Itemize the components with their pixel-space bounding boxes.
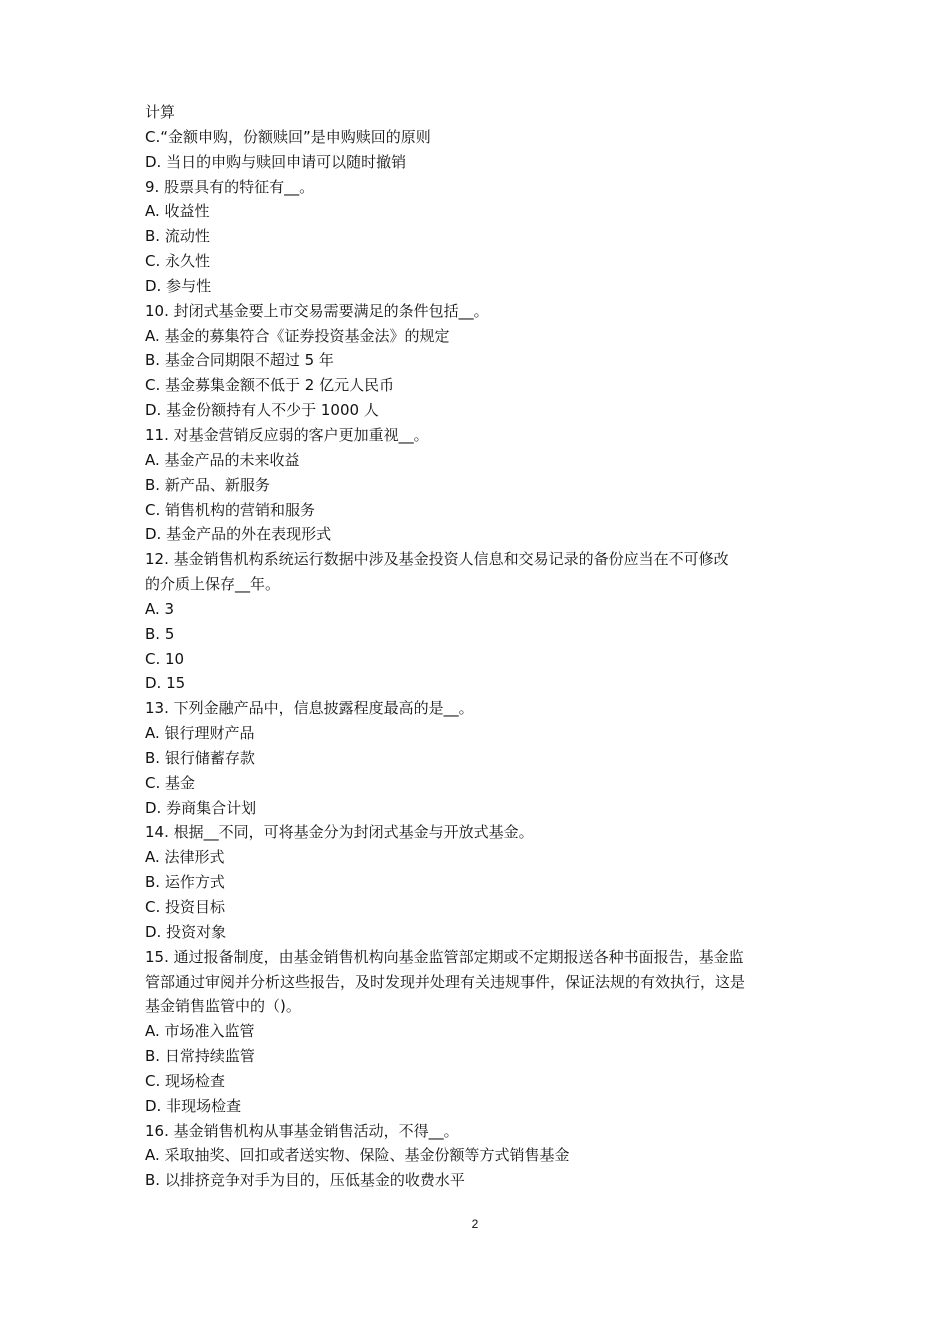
text-line: B. 日常持续监管 [145,1047,255,1066]
text-line: D. 券商集合计划 [145,798,257,817]
text-line: 的介质上保存__年。 [145,575,281,594]
page-content [145,100,825,1193]
text-line: D. 非现场检查 [145,1096,242,1115]
text-line: 管部通过审阅并分析这些报告，及时发现并处理有关违规事件，保证法规的有效执行，这是 [145,972,746,991]
text-line: 基金销售监管中的（)。 [145,997,301,1016]
text-line: C. 基金 [145,773,196,792]
text-line: 13. 下列金融产品中，信息披露程度最高的是__。 [145,699,474,718]
text-line: C. 投资目标 [145,898,226,916]
text-line: B. 基金合同期限不超过 5 年 [145,351,334,370]
text-line: D. 投资对象 [145,922,227,941]
text-line: 10. 封闭式基金要上市交易需要满足的条件包括__。 [145,301,489,320]
text-line: C. 现场检查 [145,1071,226,1090]
text-line: 9. 股票具有的特征有__。 [145,177,315,196]
text-line: A. 3 [145,599,175,618]
text-line: B. 新产品、新服务 [145,475,270,494]
text-line: C. 10 [145,649,185,668]
text-line: C.“金额申购，份额赎回”是申购赎回的原则 [145,127,431,146]
text-line: 11. 对基金营销反应弱的客户更加重视__。 [145,425,429,444]
text-line: A. 市场准入监管 [145,1022,255,1041]
text-line: D. 基金产品的外在表现形式 [145,525,332,544]
text-line: A. 银行理财产品 [145,724,255,743]
text-line: 16. 基金销售机构从事基金销售活动，不得__。 [145,1121,459,1140]
text-line: 计算 [145,103,176,121]
text-line: B. 5 [145,624,175,643]
text-line: B. 运作方式 [145,873,225,892]
text-line: C. 销售机构的营销和服务 [145,500,316,519]
text-line: B. 流动性 [145,227,210,246]
text-line: A. 收益性 [145,202,210,221]
text-line: B. 银行储蓄存款 [145,748,255,767]
text-line: D. 当日的申购与赎回申请可以随时撤销 [145,152,407,171]
text-line: 15. 通过报备制度，由基金销售机构向基金监管部定期或不定期报送各种书面报告，基金监 [145,947,744,966]
text-line: A. 法律形式 [145,848,225,867]
text-line: C. 永久性 [145,252,211,271]
text-line: D. 参与性 [145,276,212,295]
text-line: C. 基金募集金额不低于 2 亿元人民币 [145,376,395,395]
page-number: 2 [471,1217,479,1231]
text-line: B. 以排挤竞争对手为目的，压低基金的收费水平 [145,1171,465,1190]
text-line: 14. 根据__不同，可将基金分为封闭式基金与开放式基金。 [145,823,534,842]
text-line: A. 基金产品的未来收益 [145,450,300,469]
text-line: D. 15 [145,674,186,693]
text-line: 12. 基金销售机构系统运行数据中涉及基金投资人信息和交易记录的备份应当在不可修改 [145,550,729,569]
text-line: A. 采取抽奖、回扣或者送实物、保险、基金份额等方式销售基金 [145,1146,570,1165]
text-line: A. 基金的募集符合《证券投资基金法》的规定 [145,326,450,345]
text-line: D. 基金份额持有人不少于 1000 人 [145,401,379,420]
